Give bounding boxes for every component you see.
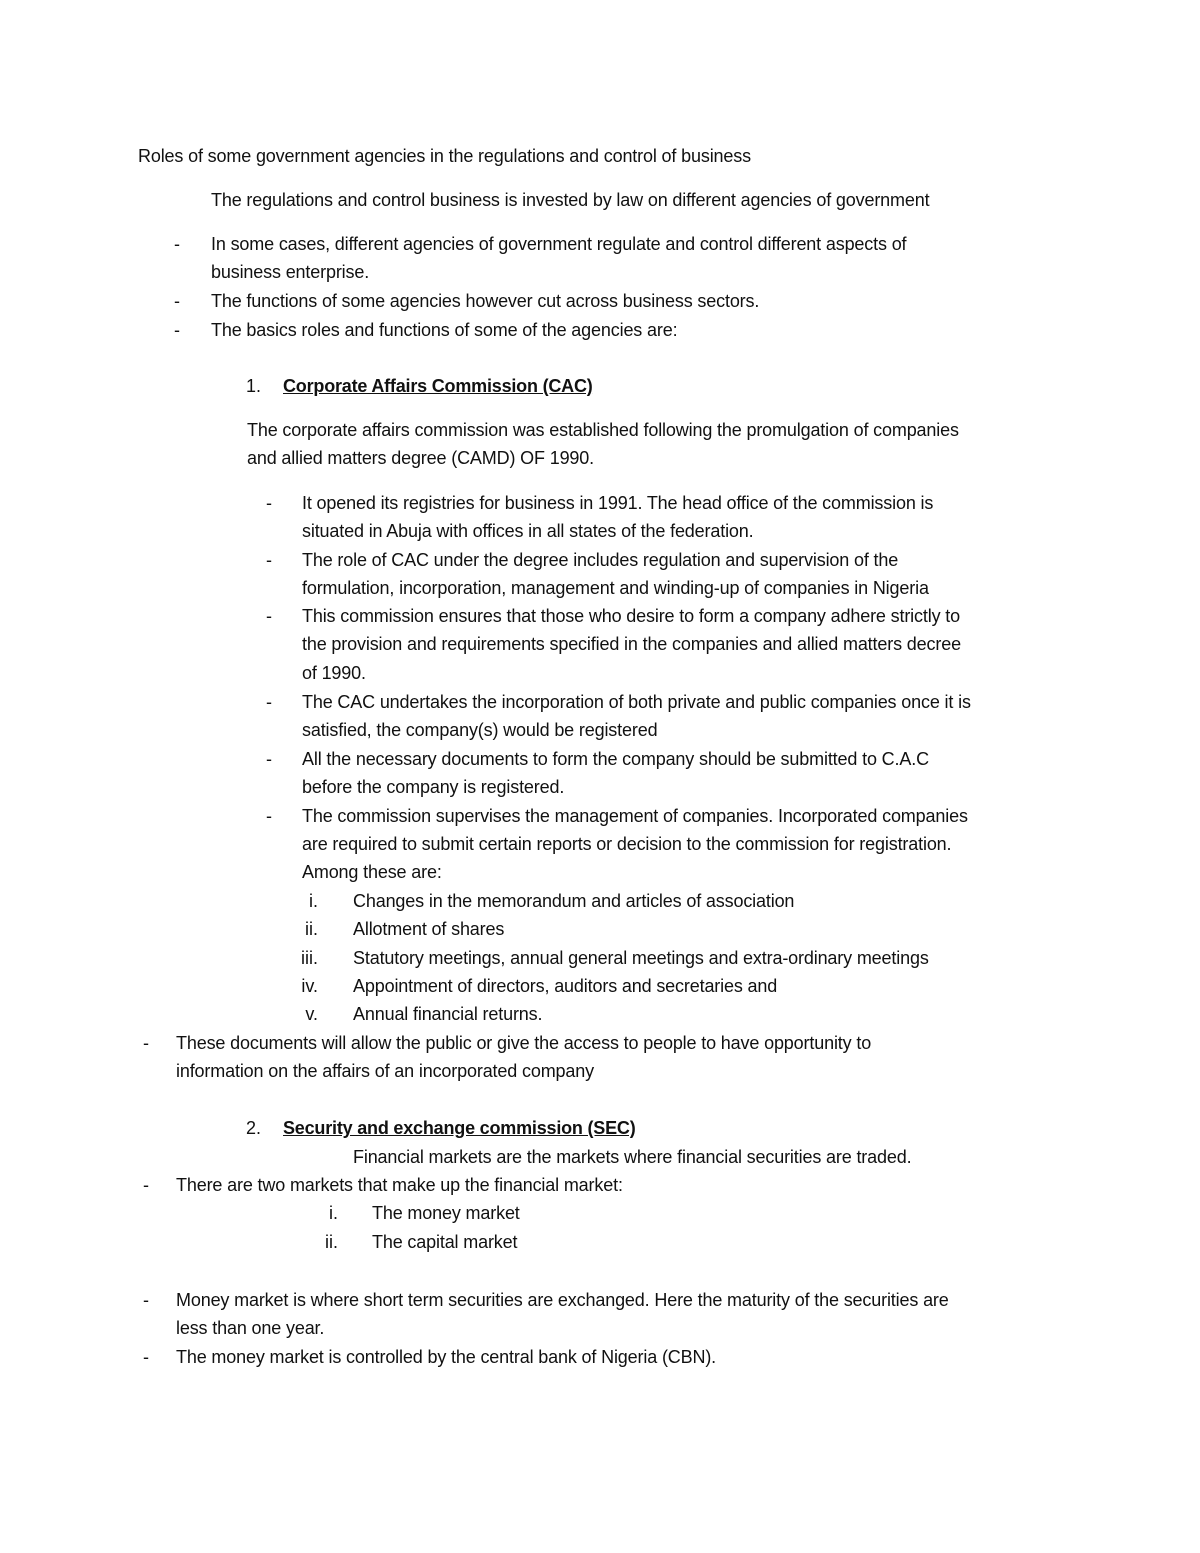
section-number: 2. <box>246 1118 262 1138</box>
bullet-dash: - <box>266 749 272 769</box>
bullet-text: less than one year. <box>176 1318 325 1338</box>
bullet-dash: - <box>174 320 180 340</box>
bullet-text: formulation, incorporation, management and winding-up of companies in Nigeria <box>302 578 929 598</box>
section-paragraph: The corporate affairs commission was established following the promulgation of companies <box>247 420 959 440</box>
list-item: Allotment of shares <box>353 919 505 939</box>
list-item: Changes in the memorandum and articles of association <box>353 891 795 911</box>
section-heading-cac: Corporate Affairs Commission (CAC) <box>283 376 593 396</box>
bullet-dash: - <box>143 1347 149 1367</box>
bullet-text: The commission supervises the management of companies. Incorporated companies <box>302 806 968 826</box>
roman-numeral: i. <box>329 1203 338 1223</box>
bullet-text: Money market is where short term securities are exchanged. Here the maturity of the securities are <box>176 1290 949 1310</box>
bullet-dash: - <box>143 1290 149 1310</box>
roman-numeral: i. <box>309 891 318 911</box>
bullet-text: of 1990. <box>302 663 366 683</box>
bullet-text: Among these are: <box>302 862 442 882</box>
bullet-text: information on the affairs of an incorporated company <box>176 1061 594 1081</box>
bullet-text: The basics roles and functions of some of the agencies are: <box>211 320 678 340</box>
bullet-dash: - <box>143 1033 149 1053</box>
roman-numeral: iv. <box>301 976 318 996</box>
bullet-text: situated in Abuja with offices in all states of the federation. <box>302 521 754 541</box>
bullet-dash: - <box>143 1175 149 1195</box>
section-heading-sec: Security and exchange commission (SEC) <box>283 1118 636 1138</box>
bullet-text: business enterprise. <box>211 262 370 282</box>
bullet-text: The CAC undertakes the incorporation of both private and public companies once it is <box>302 692 971 712</box>
bullet-text: are required to submit certain reports or decision to the commission for registration. <box>302 834 952 854</box>
bullet-text: before the company is registered. <box>302 777 565 797</box>
bullet-text: This commission ensures that those who desire to form a company adhere strictly to <box>302 606 960 626</box>
bullet-dash: - <box>266 606 272 626</box>
bullet-dash: - <box>266 493 272 513</box>
roman-numeral: iii. <box>301 948 318 968</box>
bullet-text: the provision and requirements specified in the companies and allied matters decree <box>302 634 961 654</box>
section-paragraph: and allied matters degree (CAMD) OF 1990. <box>247 448 595 468</box>
bullet-text: It opened its registries for business in 1991. The head office of the commission is <box>302 493 934 513</box>
roman-numeral: ii. <box>305 919 318 939</box>
bullet-dash: - <box>174 234 180 254</box>
bullet-text: All the necessary documents to form the company should be submitted to C.A.C <box>302 749 929 769</box>
list-item: Annual financial returns. <box>353 1004 543 1024</box>
bullet-text: The functions of some agencies however cut across business sectors. <box>211 291 760 311</box>
list-item: Statutory meetings, annual general meetings and extra-ordinary meetings <box>353 948 929 968</box>
bullet-text: The money market is controlled by the central bank of Nigeria (CBN). <box>176 1347 717 1367</box>
list-item: The money market <box>372 1203 520 1223</box>
bullet-dash: - <box>266 806 272 826</box>
bullet-text: These documents will allow the public or give the access to people to have opportunity to <box>176 1033 872 1053</box>
section-paragraph: Financial markets are the markets where financial securities are traded. <box>353 1147 912 1167</box>
bullet-dash: - <box>266 692 272 712</box>
bullet-dash: - <box>174 291 180 311</box>
bullet-text: There are two markets that make up the financial market: <box>176 1175 623 1195</box>
bullet-text: satisfied, the company(s) would be registered <box>302 720 658 740</box>
roman-numeral: ii. <box>325 1232 338 1252</box>
intro-paragraph: The regulations and control business is invested by law on different agencies of government <box>211 190 930 210</box>
section-number: 1. <box>246 376 262 396</box>
document-title: Roles of some government agencies in the regulations and control of business <box>138 146 751 166</box>
list-item: Appointment of directors, auditors and secretaries and <box>353 976 778 996</box>
list-item: The capital market <box>372 1232 518 1252</box>
bullet-text: The role of CAC under the degree includes regulation and supervision of the <box>302 550 899 570</box>
bullet-text: In some cases, different agencies of government regulate and control different aspects of <box>211 234 907 254</box>
bullet-dash: - <box>266 550 272 570</box>
roman-numeral: v. <box>305 1004 318 1024</box>
